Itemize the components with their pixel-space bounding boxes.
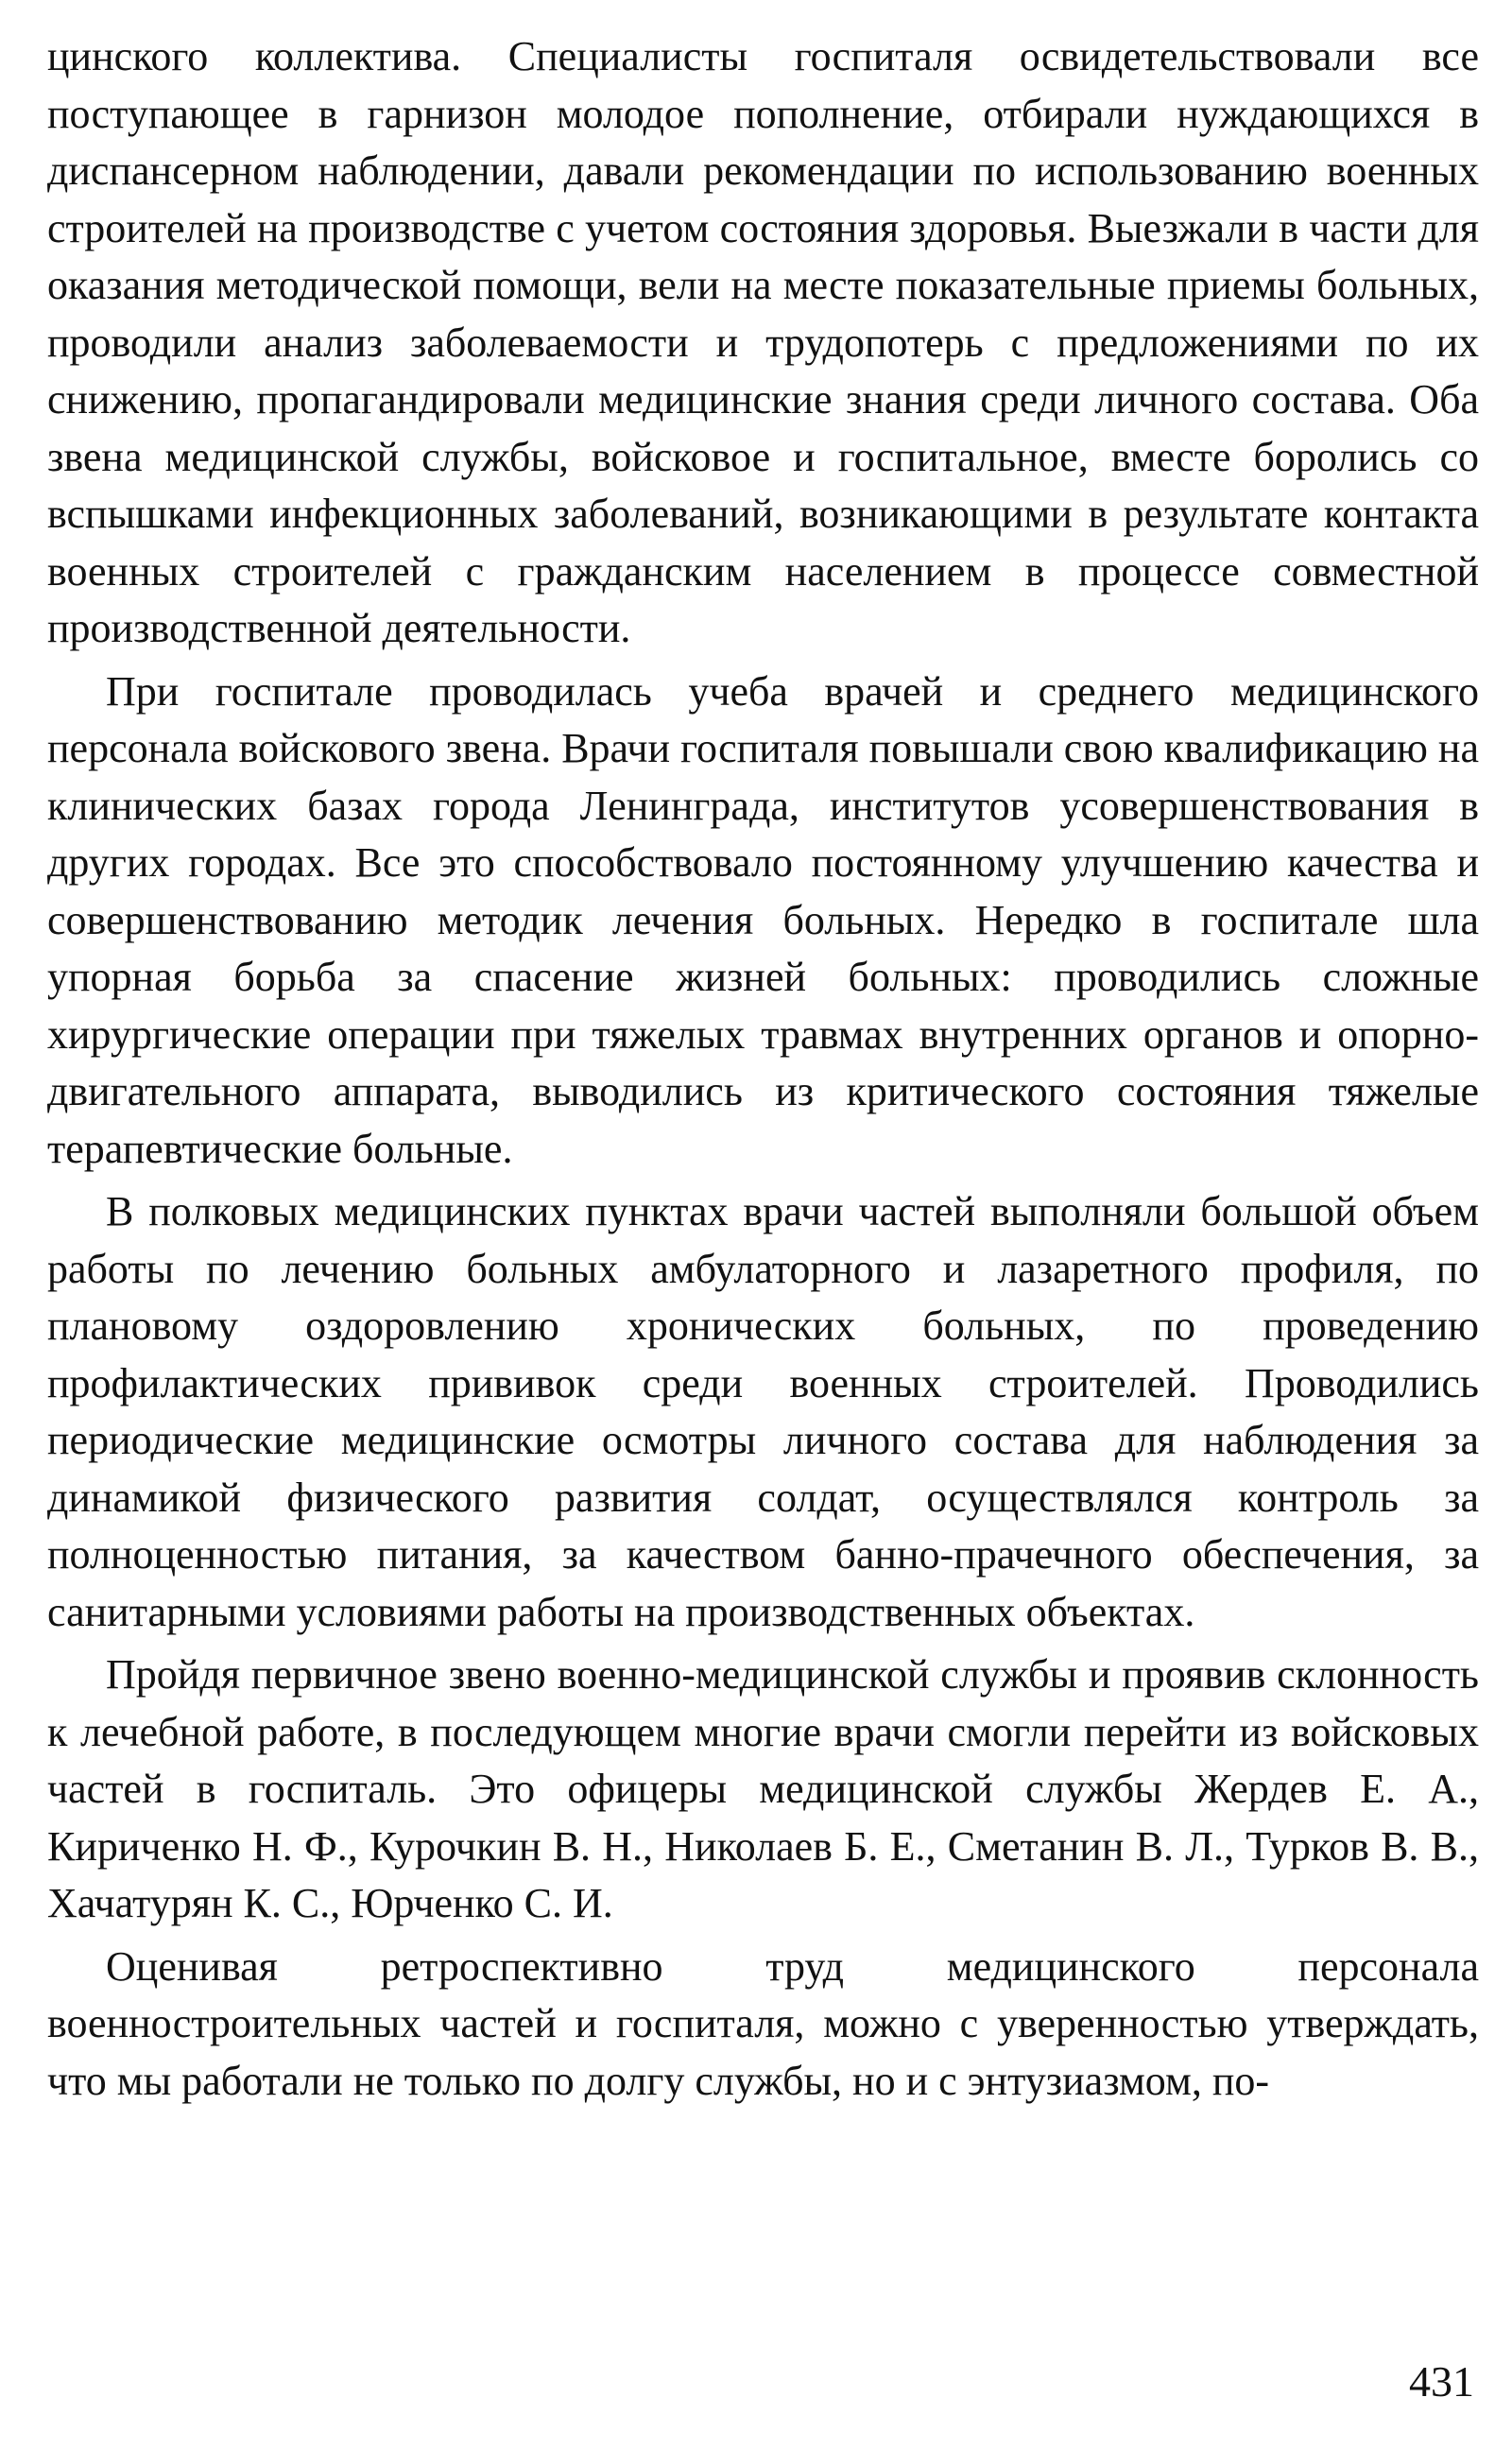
paragraph-training: При госпитале проводилась учеба врачей и среднего медицинского персонала войскового звена. Врачи госпиталя повышали свою квалификацию на клинических базах города Ленинграда, институтов усовершенствования в других городах. Все это способствовало постоянному улучшению качества и совершенствованию методик лечения больных. Нередко в госпитале шла упорная борьба за спасение жизней больных: проводились сложные хирургические операции при тяжелых травмах внутренних органов и опорно-двигательного аппарата, выводились из критического состояния тяжелые терапевтические больные.: [47, 667, 1479, 1172]
paragraph-regimental-points: В полковых медицинских пунктах врачи частей выполняли большой объем работы по лечению больных амбулаторного и лазаретного профиля, по плановому оздоровлению хронических больных, по проведению профилактических прививок среди военных строителей. Проводились периодические медицинские осмотры личного состава для наблюдения за динамикой физического развития солдат, осуществлялся контроль за полноценностью питания, за качеством банно-прачечного обеспечения, за санитарными условиями работы на производственных объектах.: [47, 1188, 1479, 1635]
paragraph-continuation: цинского коллектива. Специалисты госпиталя освидетельствовали все поступающее в гарнизон молодое пополнение, отбирали нуждающихся в диспансерном наблюдении, давали рекомендации по использованию военных строителей на производстве с учетом состояния здоровья. Выезжали в части для оказания методической помощи, вели на месте показательные приемы больных, проводили анализ заболеваемости и трудопотерь с предложениями по их снижению, пропагандировали медицинские знания среди личного состава. Оба звена медицинской службы, войсковое и госпитальное, вместе боролись со вспышками инфекционных заболеваний, возникающими в результате контакта военных строителей с гражданским населением в процессе совместной производственной деятельности.: [47, 33, 1479, 651]
page-number: 431: [1409, 2357, 1474, 2406]
page-body: [47, 28, 1479, 2115]
paragraph-doctors-list: Пройдя первичное звено военно-медицинской службы и проявив склонность к лечебной работе, в последующем многие врачи смогли перейти из войсковых частей в госпиталь. Это офицеры медицинской службы Жердев Е. А., Кириченко Н. Ф., Курочкин В. Н., Николаев Б. Е., Сметанин В. Л., Турков В. В., Хачатурян К. С., Юрченко С. И.: [47, 1651, 1479, 1926]
paragraph-retrospective: Оценивая ретроспективно труд медицинского персонала военностроительных частей и госпиталя, можно с уверенностью утверждать, что мы работали не только по долгу службы, но и с энтузиазмом, по-: [47, 1942, 1479, 2104]
